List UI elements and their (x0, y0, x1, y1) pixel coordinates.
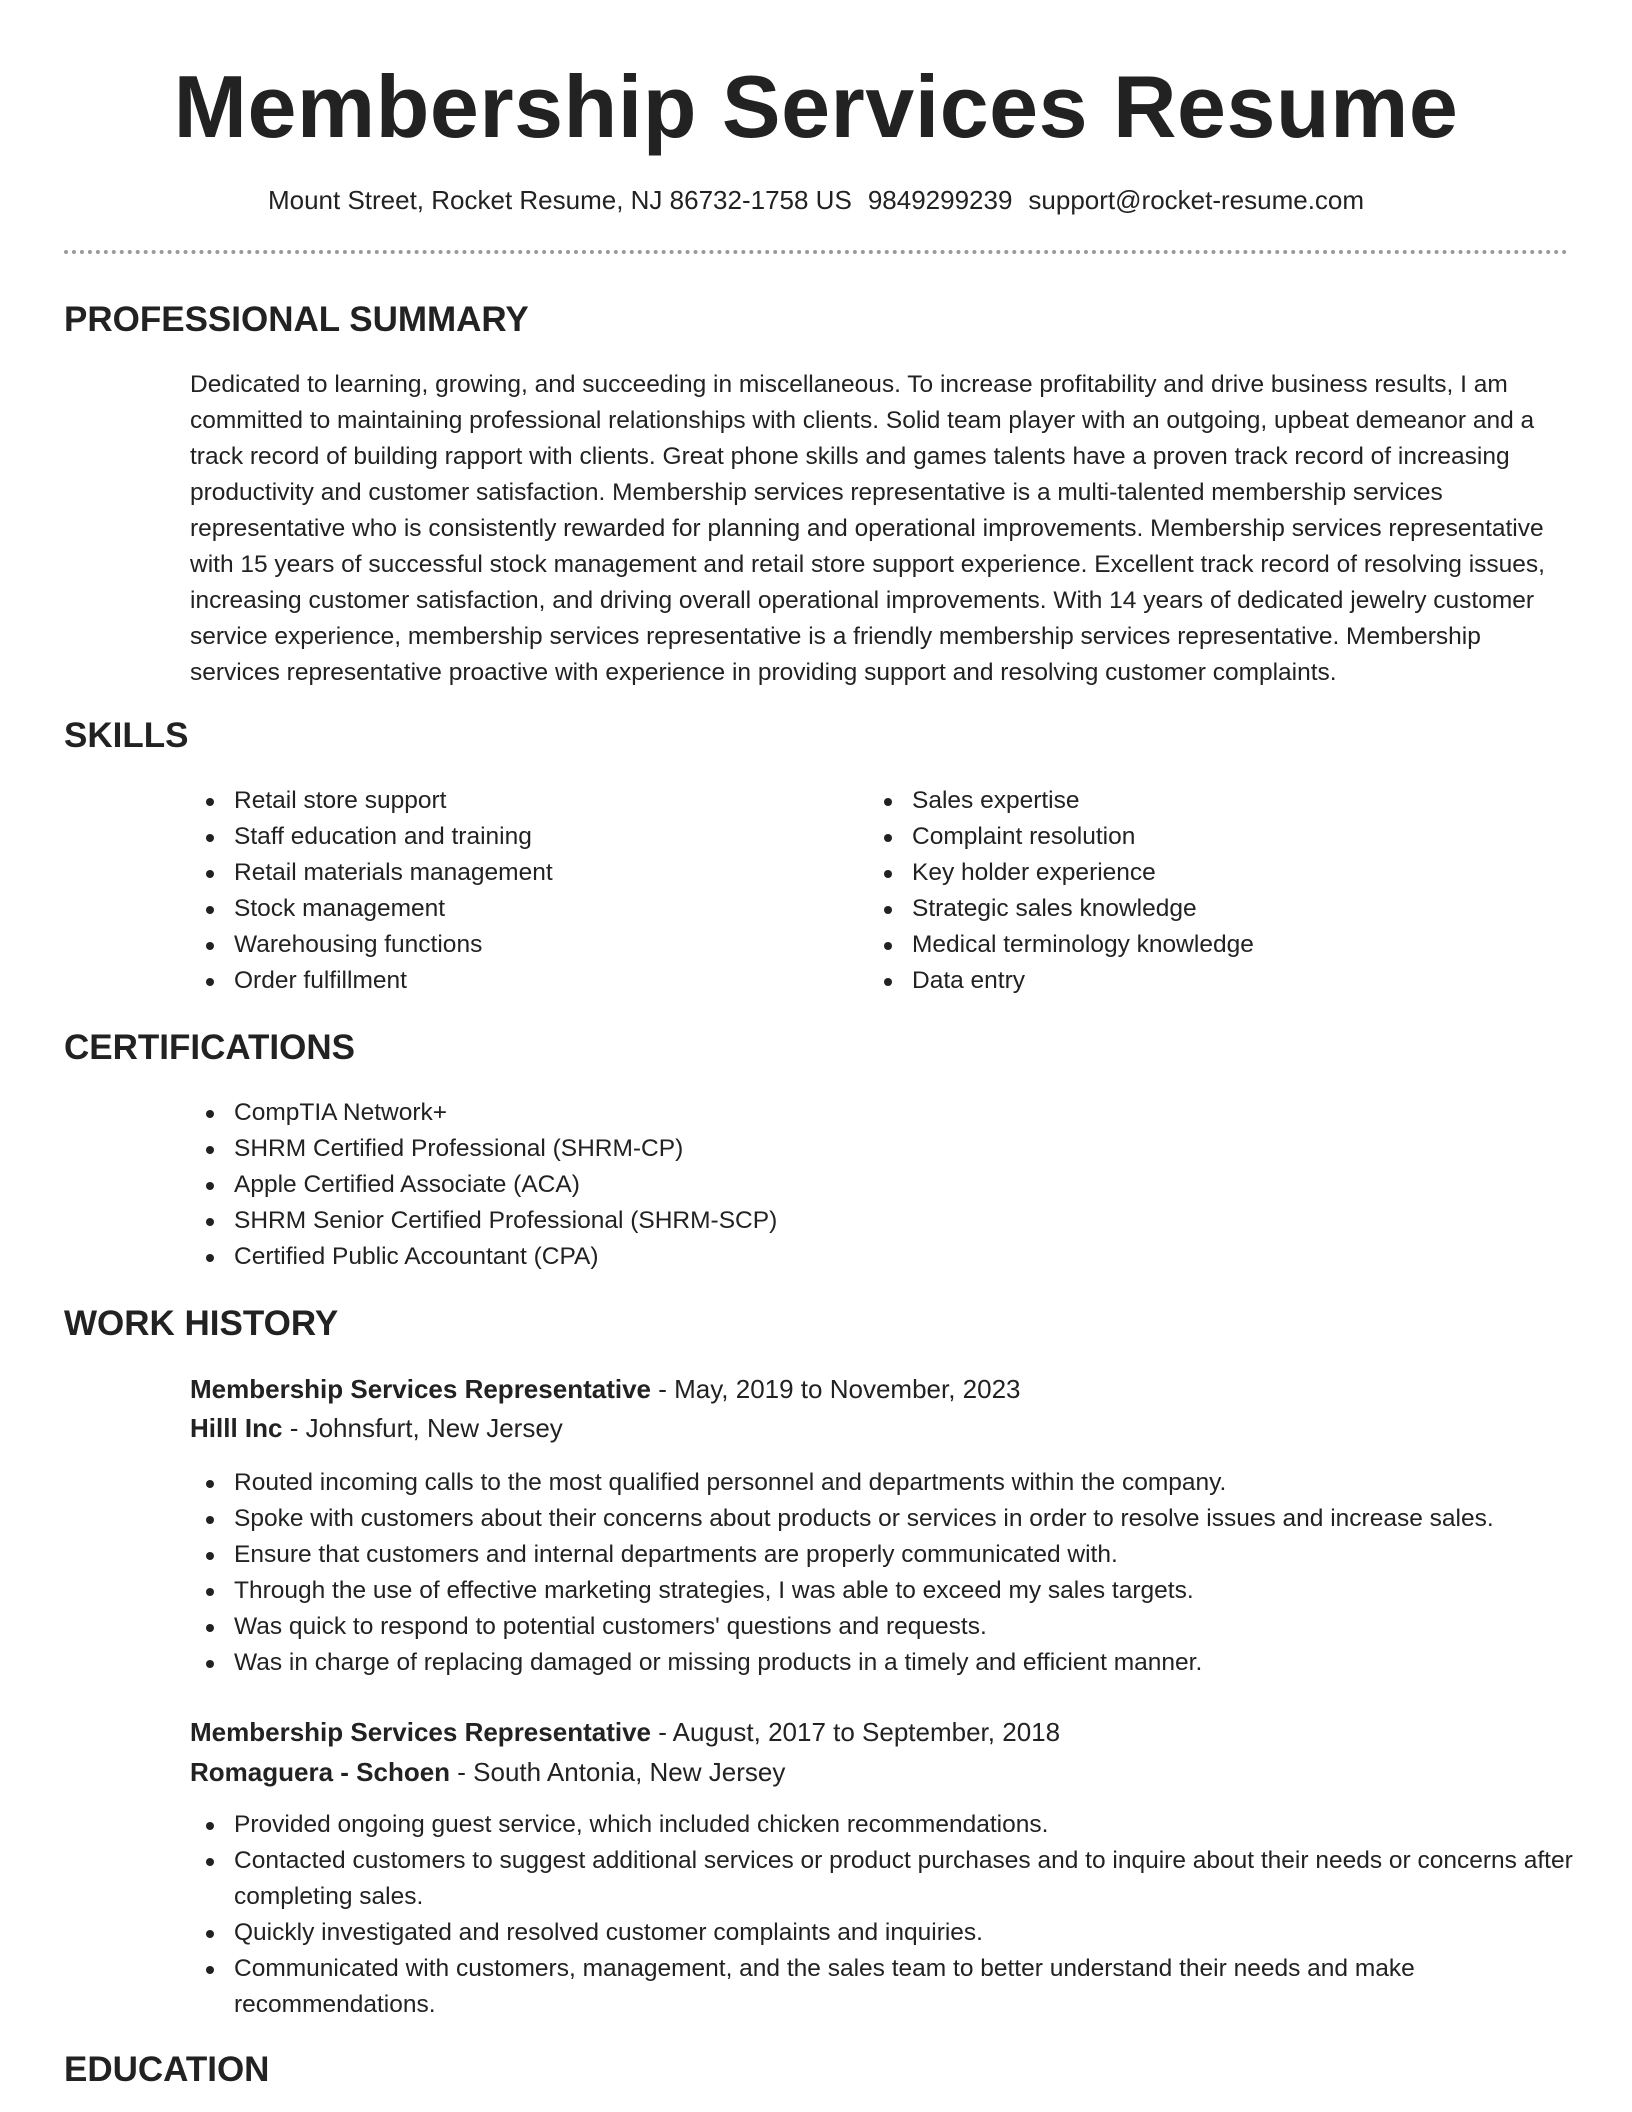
job-duty-item: Was in charge of replacing damaged or missing products in a timely and efficient manner. (190, 1645, 1590, 1681)
contact-email[interactable]: support@rocket-resume.com (1028, 185, 1365, 215)
skill-item: Sales expertise (868, 783, 1254, 819)
skill-item: Key holder experience (868, 855, 1254, 891)
job-duty-item: Through the use of effective marketing strategies, I was able to exceed my sales targets. (190, 1573, 1590, 1609)
job-duty-item: Quickly investigated and resolved customer complaints and inquiries. (190, 1915, 1590, 1951)
summary-text: Dedicated to learning, growing, and succeeding in miscellaneous. To increase profitability and drive business results, I am committed to maintaining professional relationships with clients. Solid team player with an outgoing, upbeat demeanor and a track record of building rapport with clients. Great phone skills and games talents have a proven track record of increasing productivity and customer satisfaction. Membership services representative is a multi-talented membership services representative who is consistently rewarded for planning and operational improvements. Membership services representative with 15 years of successful stock management and retail store support experience. Excellent track record of resolving issues, increasing customer satisfaction, and driving overall operational improvements. With 14 years of dedicated jewelry customer service experience, membership services representative is a friendly membership services representative. Membership services representative proactive with experience in providing support and resolving customer complaints. (190, 371, 1545, 686)
job-dates: - May, 2019 to November, 2023 (651, 1374, 1021, 1404)
skill-item: Staff education and training (190, 819, 553, 855)
job-duties-list (190, 1465, 1590, 1681)
job-location: - Johnsfurt, New Jersey (282, 1413, 563, 1443)
section-title-work-history: WORK HISTORY (64, 1304, 339, 1343)
skills-list-left (190, 783, 553, 999)
contact-phone: 9849299239 (867, 185, 1013, 215)
job-company-line (190, 1753, 785, 1791)
skill-item: Retail materials management (190, 855, 553, 891)
job-dates: - August, 2017 to September, 2018 (651, 1717, 1061, 1747)
resume-title: Membership Services Resume (173, 57, 1459, 156)
certification-item: SHRM Certified Professional (SHRM-CP) (190, 1131, 777, 1167)
job-duty-item: Contacted customers to suggest additional services or product purchases and to inquire about their needs or concerns after completing sales. (190, 1843, 1590, 1915)
skills-list-right (868, 783, 1254, 999)
job-duty-item: Routed incoming calls to the most qualified personnel and departments within the company. (190, 1465, 1590, 1501)
skill-item: Stock management (190, 891, 553, 927)
job-company: Hilll Inc (190, 1413, 283, 1443)
certification-item: CompTIA Network+ (190, 1095, 777, 1131)
job-duties-list (190, 1807, 1590, 2023)
job-company-line (190, 1409, 563, 1447)
job-title: Membership Services Representative (190, 1374, 651, 1404)
skill-item: Warehousing functions (190, 927, 553, 963)
section-title-certifications: CERTIFICATIONS (64, 1028, 356, 1067)
job-duty-item: Was quick to respond to potential customers' questions and requests. (190, 1609, 1590, 1645)
job-company: Romaguera - Schoen (190, 1757, 451, 1787)
job-title: Membership Services Representative (190, 1717, 651, 1747)
certifications-list (190, 1095, 777, 1275)
skill-item: Complaint resolution (868, 819, 1254, 855)
skill-item: Order fulfillment (190, 963, 553, 999)
contact-line (0, 183, 1632, 217)
job-duty-item: Provided ongoing guest service, which included chicken recommendations. (190, 1807, 1590, 1843)
skill-item: Retail store support (190, 783, 553, 819)
contact-address: Mount Street, Rocket Resume, NJ 86732-1758 US (267, 185, 852, 215)
job-duty-item: Spoke with customers about their concerns about products or services in order to resolve issues and increase sales. (190, 1501, 1590, 1537)
section-title-education: EDUCATION (64, 2050, 270, 2089)
job-title-line (190, 1713, 1060, 1751)
certification-item: Certified Public Accountant (CPA) (190, 1239, 777, 1275)
job-duty-item: Communicated with customers, management, and the sales team to better understand their needs and make recommendations. (190, 1951, 1590, 2023)
job-title-line (190, 1370, 1021, 1408)
job-location: - South Antonia, New Jersey (450, 1757, 786, 1787)
section-title-summary: PROFESSIONAL SUMMARY (64, 300, 529, 339)
certification-item: Apple Certified Associate (ACA) (190, 1167, 777, 1203)
job-duty-item: Ensure that customers and internal departments are properly communicated with. (190, 1537, 1590, 1573)
section-title-skills: SKILLS (64, 716, 189, 755)
skill-item: Strategic sales knowledge (868, 891, 1254, 927)
skill-item: Data entry (868, 963, 1254, 999)
header-divider (64, 250, 1568, 254)
skill-item: Medical terminology knowledge (868, 927, 1254, 963)
certification-item: SHRM Senior Certified Professional (SHRM-SCP) (190, 1203, 777, 1239)
